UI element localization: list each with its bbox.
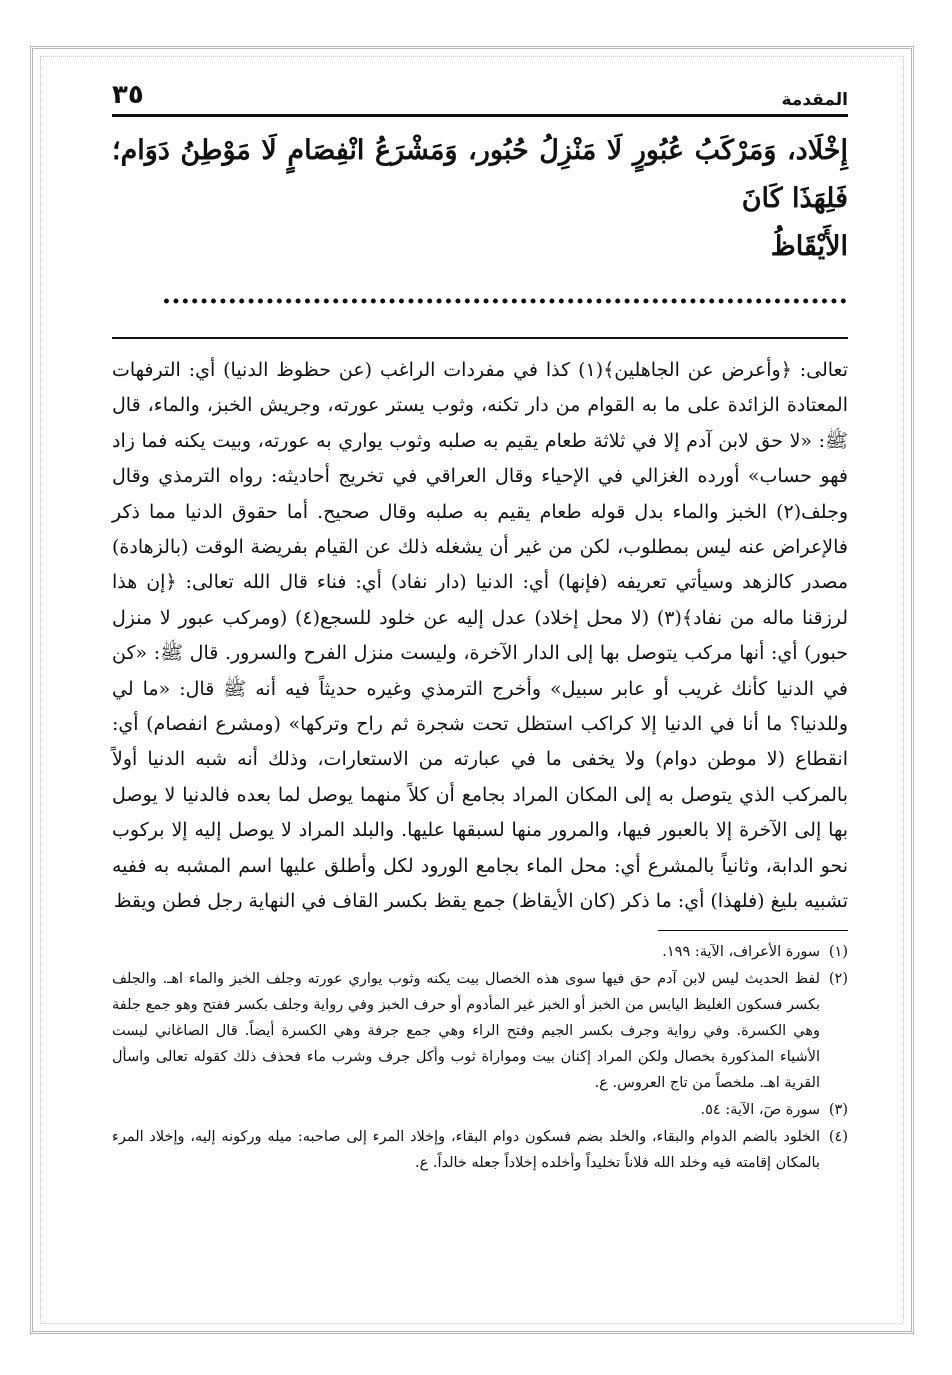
matn-text [112, 127, 848, 319]
matn-line-1: إِخْلَاد، وَمَرْكَبُ عُبُورٍ لَا مَنْزِلُ حُبُور، وَمَشْرَعُ انْفِصَامٍ لَا مَوْطِنُ دَوَام؛ فَلِهَذَا كَانَ [112, 135, 848, 214]
footnote [112, 966, 848, 1096]
footnote [112, 939, 848, 965]
footnote-number: (١) [828, 943, 848, 960]
running-header [112, 70, 848, 117]
matn-line-2: الأَيْقَاظُ ......................................................................... [161, 231, 848, 310]
matn-separator [112, 337, 848, 339]
commentary [112, 353, 848, 920]
footnote-number: (٢) [828, 970, 848, 987]
footnote [112, 1097, 848, 1123]
footnote-text: لفظ الحديث ليس لابن آدم حق فيها سوى هذه الخصال بيت يكنه وثوب يواري عورته وجلف الخبز والماء اهـ. والجلف بكسر فسكون الغليظ اليابس من الخبز أو الخبز غير المأدوم أو حرف الخبز وفي رواية وجلف بكسر ففتح وهو جمع جلفة وهي الكسرة. وفي رواية وجرف بكسر الجيم وفتح الراء وهي جمع جرفة وهي الكسرة أيضاً. قال الصاغاني ليست الأشياء المذكورة بخصال ولكن المراد إكنان بيت ومواراة ثوب وأكل جرف وشرب ماء فحذف ذلك كقوله تعالى واسأل القرية اهـ. ملخصاً من تاج العروس. ع. [112, 970, 820, 1091]
footnote-separator [658, 930, 848, 931]
page-number: ٣٥ [112, 80, 144, 110]
footnote-text: سورة الأعراف، الآية: ١٩٩. [662, 943, 820, 960]
footnote-number: (٤) [828, 1128, 848, 1145]
footnote-number: (٣) [828, 1101, 848, 1118]
section-title: المقدمة [781, 90, 848, 110]
footnote-text: سورة صٓ، الآية: ٥٤. [700, 1101, 820, 1118]
footnotes [112, 939, 848, 1176]
page [112, 70, 848, 1177]
commentary-paragraph: تعالى: ﴿وأعرض عن الجاهلين﴾(١) كذا في مفردات الراغب (عن حظوظ الدنيا) أي: الترفهات المعتادة الزائدة على ما به القوام من دار تكنه، وثوب يستر عورته، وجريش الخبز، والماء، قال ﷺ: «لا حق لابن آدم إلا في ثلاثة طعام يقيم به صلبه وثوب يواري به عورته، وبيت يكنه فما زاد فهو حساب» أورده الغزالي في الإحياء وقال العراقي في تخريج أحاديثه: رواه الترمذي وقال وجلف(٢) الخبز والماء بدل قوله طعام يقيم به صلبه وقال صحيح. أما حقوق الدنيا مما ذكر فالإعراض عنه ليس بمطلوب، لكن من غير أن يشغله ذلك عن القيام بفريضة الوقت (بالزهادة) مصدر كالزهد وسيأتي تعريفه (فإنها) أي: الدنيا (دار نفاد) أي: فناء قال الله تعالى: ﴿إن هذا لرزقنا ماله من نفاد﴾(٣) (لا محل إخلاد) عدل إليه عن خلود للسجع(٤) (ومركب عبور لا منزل حبور) أي: أنها مركب يتوصل بها إلى الدار الآخرة، وليست منزل الفرح والسرور. قال ﷺ: «كن في الدنيا كأنك غريب أو عابر سبيل» وأخرج الترمذي وغيره حديثاً فيه أنه ﷺ قال: «ما لي وللدنيا؟ ما أنا في الدنيا إلا كراكب استظل تحت شجرة ثم راح وتركها» (ومشرع انفصام) أي: انقطاع (لا موطن دوام) ولا يخفى ما في عبارته من الاستعارات، وذلك أنه شبه الدنيا أولاً بالمركب الذي يتوصل به إلى المكان المراد بجامع أن كلاً منهما يوصل لما بعده فالدنيا لا يوصل بها إلى الآخرة إلا بالعبور فيها، والمرور منها لسبقها عليها. والبلد المراد لا يوصل إليه إلا بركوب نحو الدابة، وثانياً بالمشرع أي: محل الماء بجامع الورود لكل وأطلق عليها اسم المشبه به ففيه تشبيه بليغ (فلهذا) أي: ما ذكر (كان الأيقاظ) جمع يقظ بكسر القاف في النهاية رجل فطن ويقظ [112, 359, 849, 913]
footnote-text: الخلود بالضم الدوام والبقاء، والخلد بضم فسكون دوام البقاء، وإخلاد المرء إلى صاحبه: ميله وركونه إليه، وإخلاد المرء بالمكان إقامته فيه وخلد الله فلاناً تخليداً وأخلده إخلاداً جعله خالداً. ع. [112, 1128, 820, 1171]
footnote [112, 1124, 848, 1176]
